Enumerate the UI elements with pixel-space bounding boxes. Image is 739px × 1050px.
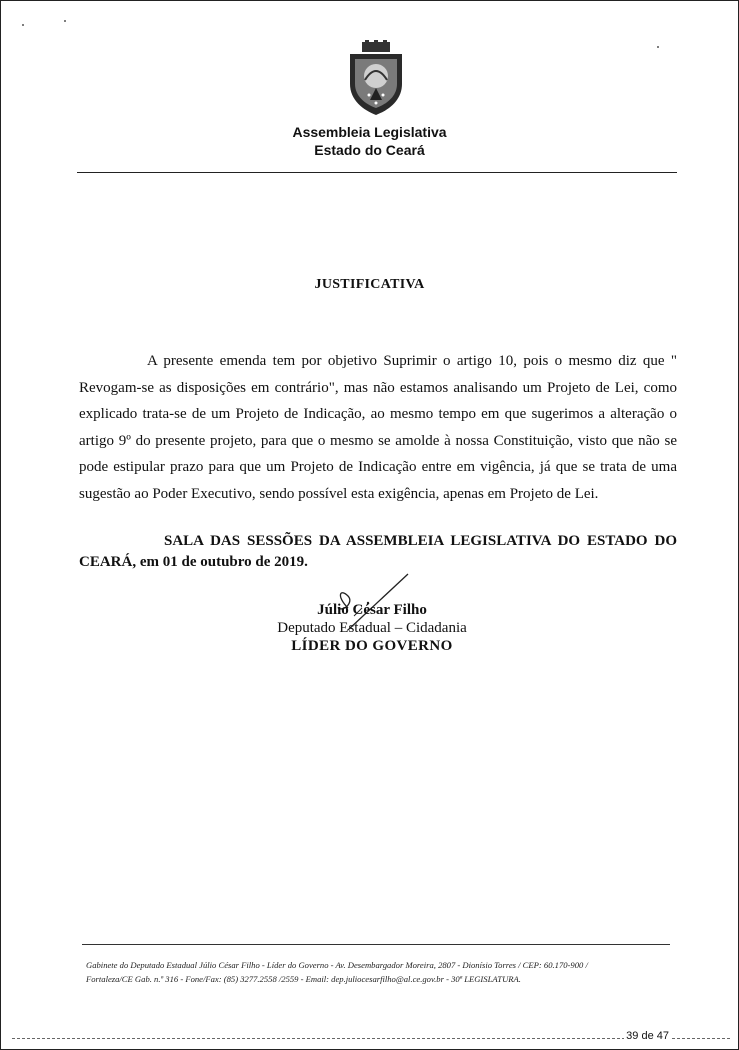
ceara-coat-of-arms-icon [345,40,407,116]
page-bottom-rule [12,1038,730,1039]
closing-text: SALA DAS SESSÕES DA ASSEMBLEIA LEGISLATIVA DO ESTADO DO CEARÁ, em 01 de outubro de 2019. [79,533,677,570]
scan-speck [64,20,66,22]
org-name-line1: Assembleia Legislativa [292,124,447,140]
footer-line-1: Gabinete do Deputado Estadual Júlio César Filho - Líder do Governo - Av. Desembargador Moreira, 2807 - Dionísio Torres / CEP: 60.170-900 / [86,960,588,970]
signer-role: LÍDER DO GOVERNO [291,638,453,654]
header-divider [77,172,677,173]
document-heading: JUSTIFICATIVA [314,277,425,292]
page-number: 39 de 47 [626,1030,669,1042]
org-name-line2: Estado do Ceará [314,142,425,158]
letterhead-footer [86,958,676,986]
signer-name: Júlio César Filho [317,602,427,618]
signer-title: Deputado Estadual – Cidadania [277,620,467,636]
footer-line-2: Fortaleza/CE Gab. n.º 316 - Fone/Fax: (85) 3277.2558 /2559 - Email: dep.juliocesarfilho@al.ce.gov.br - 30ª LEGISLATURA. [86,974,521,984]
scan-speck [22,24,24,26]
footer-divider [82,944,670,945]
justification-body [79,348,677,507]
signature-block [222,601,522,655]
scan-speck [657,46,659,48]
closing-statement [79,531,677,573]
justification-paragraph: A presente emenda tem por objetivo Suprimir o artigo 10, pois o mesmo diz que " Revogam-se as disposições em contrário", mas não estamos analisando um Projeto de Lei, como explicado trata-se de um Projeto de Indicação, ao mesmo tempo em que sugerimos a alteração o artigo 9º do presente projeto, para que o mesmo se amolde à nossa Constituição, visto que não se pode estipular prazo para que um Projeto de Indicação entre em vigência, já que se trata de uma sugestão ao Poder Executivo, sendo possível esta exigência, apenas em Projeto de Lei. [79,353,677,502]
